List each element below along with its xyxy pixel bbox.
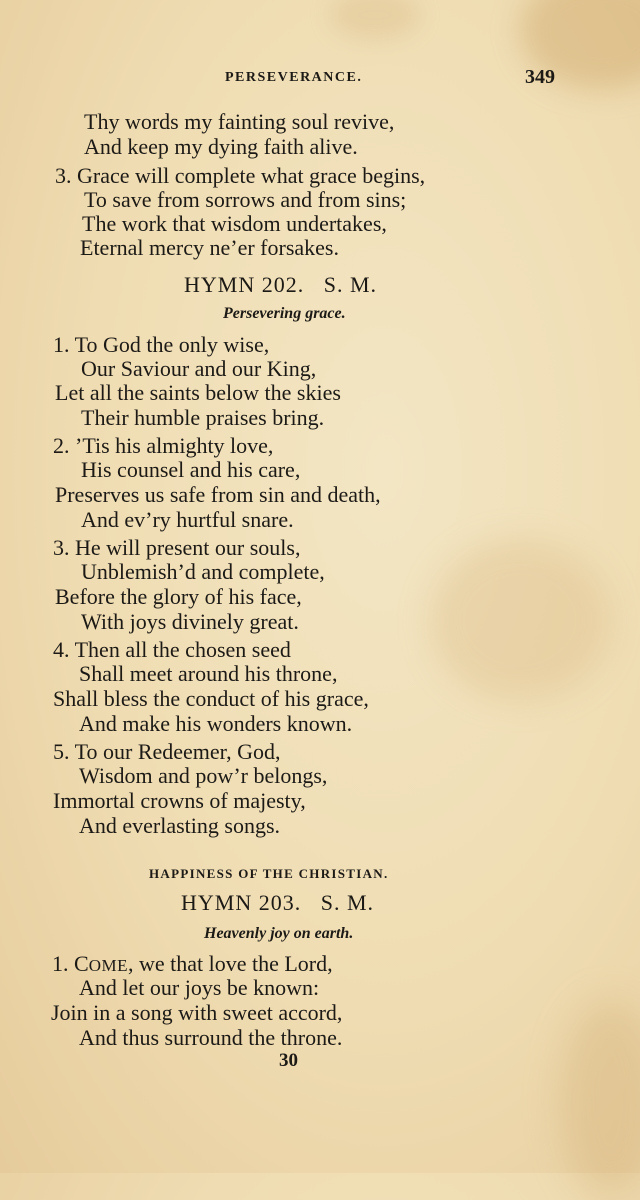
verse-line: Unblemish’d and complete,	[81, 559, 325, 584]
stanza-number: 1.	[53, 332, 70, 357]
verse-line: Preserves us safe from sin and death,	[55, 482, 381, 507]
running-title: PERSEVERANCE.	[225, 70, 363, 85]
stanza-first-line	[53, 332, 269, 358]
verse-line: Our Saviour and our King,	[81, 356, 317, 381]
stanza-first-line	[53, 433, 273, 459]
initial-letter: C	[74, 951, 89, 976]
verse-line: Their humble praises bring.	[81, 405, 325, 430]
stanza-number: 1.	[52, 951, 69, 976]
stanza-number: 2.	[53, 433, 70, 458]
hymn-title: HYMN 203. S. M.	[181, 890, 375, 915]
stanza-number: 3.	[53, 535, 70, 560]
running-head	[0, 66, 640, 90]
verse-line: Shall meet around his throne,	[79, 661, 338, 686]
hymn-subtitle: Persevering grace.	[223, 305, 346, 322]
stanza-number: 5.	[53, 739, 70, 764]
verse-line: Shall bless the conduct of his grace,	[53, 686, 369, 711]
verse-line: And everlasting songs.	[79, 813, 281, 838]
verse-line: Immortal crowns of majesty,	[53, 788, 306, 813]
hymn-subtitle: Heavenly joy on earth.	[204, 925, 354, 942]
verse-line: Eternal mercy ne’er forsakes.	[80, 235, 339, 260]
verse-line: And keep my dying faith alive.	[84, 134, 358, 159]
verse-line: Wisdom and pow’r belongs,	[79, 763, 328, 788]
verse-line: Thy words my fainting soul revive,	[84, 109, 395, 134]
verse-line: And make his wonders known.	[79, 711, 353, 736]
verse-line: He will present our souls,	[75, 535, 301, 560]
stanza-first-line	[55, 163, 425, 189]
stanza-first-line	[53, 739, 281, 765]
verse-line: Before the glory of his face,	[55, 584, 302, 609]
stanza-first-line	[53, 535, 300, 561]
verse-line: Let all the saints below the skies	[55, 380, 341, 405]
stanza-number: 3.	[55, 163, 72, 188]
verse-line: , we that love the Lord,	[127, 951, 333, 976]
verse-line: ’Tis his almighty love,	[75, 433, 274, 458]
verse-line: To save from sorrows and from sins;	[84, 187, 407, 212]
page-number: 349	[525, 66, 555, 88]
verse-line: The work that wisdom undertakes,	[82, 211, 387, 236]
verse-line: To our Redeemer, God,	[74, 739, 281, 764]
verse-line: And thus surround the throne.	[79, 1025, 343, 1050]
paper-stain	[560, 1000, 640, 1200]
verse-line: With joys divinely great.	[81, 609, 299, 634]
verse-line: And let our joys be known:	[79, 975, 320, 1000]
verse-line: His counsel and his care,	[81, 457, 301, 482]
paper-stain	[430, 540, 610, 700]
signature-mark: 30	[279, 1050, 298, 1071]
verse-line: To God the only wise,	[74, 332, 270, 357]
section-heading: HAPPINESS OF THE CHRISTIAN.	[149, 866, 389, 881]
stanza-number: 4.	[53, 637, 70, 662]
paper-stain	[330, 0, 420, 40]
verse-line: And ev’ry hurtful snare.	[81, 507, 294, 532]
small-caps-rest: OME	[88, 956, 128, 975]
verse-line: Grace will complete what grace begins,	[77, 163, 426, 188]
verse-line: Join in a song with sweet accord,	[51, 1000, 343, 1025]
hymn-title: HYMN 202. S. M.	[184, 272, 378, 297]
small-caps-word	[74, 951, 128, 976]
stanza-first-line	[53, 637, 291, 663]
verse-line: Then all the chosen seed	[74, 637, 291, 662]
